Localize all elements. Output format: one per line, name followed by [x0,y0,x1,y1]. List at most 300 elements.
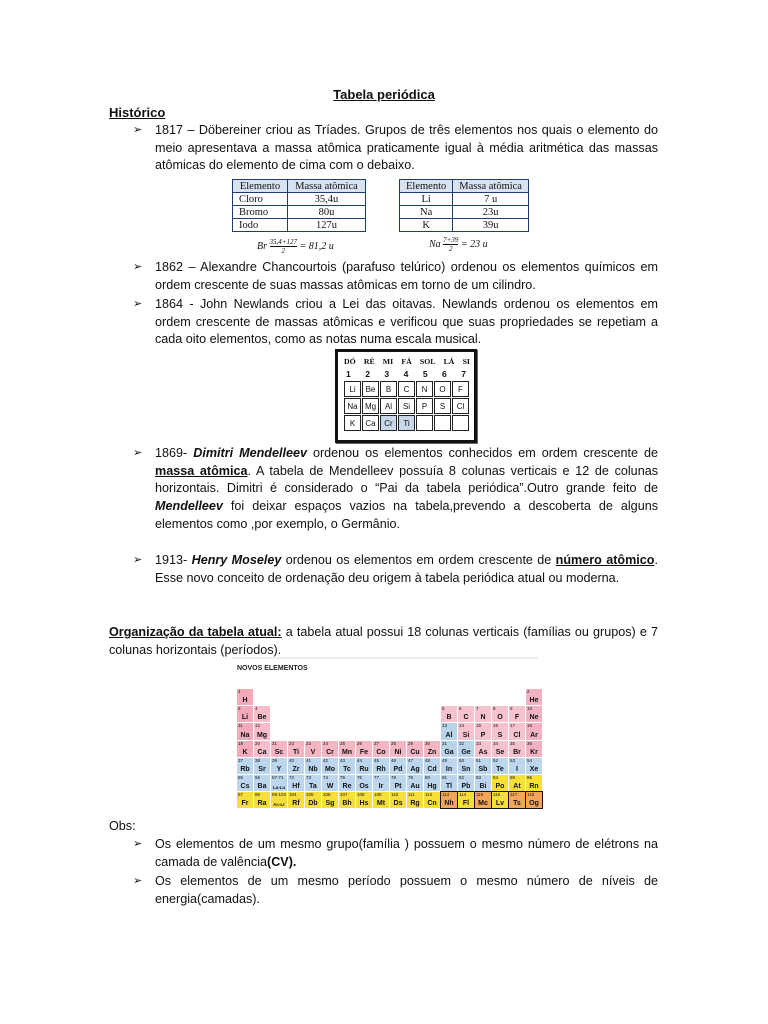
element-cell [288,792,304,808]
element-cell [305,741,321,757]
element-cell [373,741,389,757]
note-label: MI [382,357,394,366]
element-cell [288,775,304,791]
triad-table-right [399,179,529,232]
element-cell [458,792,474,808]
atomic-number: 5 [442,706,445,712]
atomic-number: 2 [527,689,530,694]
formula-denominator: 2 [449,245,453,253]
atomic-number: 39 [272,757,278,763]
bullet-text: 1817 – Döbereiner criou as Tríades. Grupos de três elementos nos quais o elemento do meio apresentava a massa atômica praticamente igual à média aritmética das massas atômicas do elemento de cima com o debaixo. [155,123,658,173]
arrow-bullet-icon: ➢ [133,261,143,273]
element-symbol: B [446,714,452,722]
bullet-text: Os elementos de um mesmo período possuem o mesmo número de níveis de energia(camadas). [155,874,658,906]
atomic-number: 36 [527,740,533,746]
element-cell [441,758,457,774]
atomic-number: 16 [493,723,499,729]
element-symbol: Hs [359,800,369,808]
atomic-number: 87 [238,792,244,798]
bullet-1913 [135,552,658,587]
element-cell [254,792,270,808]
atomic-number: 17 [510,723,516,729]
bullet-text [155,445,658,534]
text-run: 1913- [155,553,188,567]
element-symbol: Cn [427,800,437,808]
periodic-table-figure [232,657,538,810]
element-cell [475,706,491,722]
atomic-number: 3 [238,706,241,712]
atomic-number: 49 [442,757,448,763]
octave-number: 7 [461,369,466,379]
element-symbol: Mo [324,765,336,773]
element-symbol: Os [359,783,369,791]
element-cell [526,775,542,791]
atomic-number: 110 [391,792,399,798]
element-symbol: Li [241,714,249,722]
bullet-text [155,836,658,871]
table-cell: 7 u [453,193,529,206]
arrow-bullet-icon: ➢ [133,124,143,136]
element-symbol: Sr [258,765,266,773]
element-cell [526,741,542,757]
arrow-bullet-icon: ➢ [133,838,143,850]
element-symbol: Nb [308,765,318,773]
atomic-number: 107 [340,792,348,798]
element-symbol: Bi [479,783,487,791]
atomic-number: 109 [374,792,382,798]
element-symbol: Cd [427,765,437,773]
figure-top-rule [232,657,538,659]
element-symbol: Y [276,765,282,773]
element-cell [458,775,474,791]
atomic-number: 89-103 [272,792,287,798]
bullet-1817 [135,122,658,175]
atomic-number: 116 [493,792,501,798]
text-run: ordenou os elementos em ordem crescente de [281,553,556,567]
text-run: 1869- [155,446,188,460]
element-symbol: K [242,748,248,756]
element-cell [424,758,440,774]
element-cell [390,741,406,757]
octave-cell: O [434,381,451,397]
note-label: SOL [419,357,436,366]
table-header: Elemento [400,180,453,193]
atomic-number: 84 [493,774,499,780]
atomic-number: 51 [476,757,482,763]
organizacao-text: a tabela atual possui 18 colunas verticais (famílias ou grupos) e 7 colunas horizontais (períodos). [109,625,658,657]
organizacao-heading: Organização da tabela atual: [109,625,282,639]
text-run: foi deixar espaços vazios na tabela,prevendo a descoberta de alguns elementos como ,por exemplo, o Germânio. [155,499,658,531]
newlands-octaves-figure [335,349,477,443]
element-symbol: H [242,697,248,705]
element-symbol: O [497,714,503,722]
element-symbol: In [445,765,453,773]
element-cell [237,758,253,774]
arrow-bullet-icon: ➢ [133,447,143,459]
element-cell [322,758,338,774]
element-cell [254,706,270,722]
atomic-number: 44 [357,757,363,763]
element-symbol: Co [376,748,386,756]
element-symbol: Si [462,731,470,739]
octave-number: 6 [442,369,447,379]
atomic-number: 6 [459,706,462,712]
obs-bullet-1 [135,836,658,871]
atomic-number: 1 [238,689,241,694]
element-symbol: Fe [359,748,369,756]
element-symbol: Po [495,783,505,791]
octave-cell: F [452,381,469,397]
octave-number: 2 [365,369,370,379]
atomic-number: 73 [306,774,312,780]
element-cell [271,792,287,808]
element-cell [424,741,440,757]
octave-cell: Ca [362,415,379,431]
element-symbol: Ag [410,765,420,773]
atomic-number: 75 [340,774,346,780]
element-symbol: Na [240,731,250,739]
note-label: SI [462,357,470,366]
atomic-number: 79 [408,774,414,780]
atomic-number: 7 [476,706,479,712]
text-run-name: Dimitri Mendelleev [193,446,307,460]
bullet-1864 [135,296,658,349]
atomic-number: 45 [374,757,380,763]
element-symbol: Ge [461,748,471,756]
element-cell [339,758,355,774]
atomic-number: 27 [374,740,380,746]
element-cell [492,758,508,774]
atomic-number: 14 [459,723,465,729]
element-symbol: Zn [427,748,437,756]
element-cell [254,758,270,774]
atomic-number: 72 [289,774,295,780]
element-symbol: Ca [257,748,267,756]
table-cell: 127u [287,219,365,232]
octave-cell: Cl [452,398,469,414]
element-symbol: He [529,697,539,705]
octave-grid [344,381,469,431]
element-symbol: Og [529,800,539,808]
atomic-number: 48 [425,757,431,763]
formula-denominator: 2 [281,247,285,255]
element-symbol: I [516,765,518,773]
element-cell [254,741,270,757]
table-cell: K [400,219,453,232]
table-cell: 35,4u [287,193,365,206]
element-symbol: Bh [342,800,352,808]
element-symbol: Ar [530,731,538,739]
atomic-number: 9 [510,706,513,712]
organizacao-paragraph [109,624,658,659]
element-cell [356,792,372,808]
octave-number: 5 [422,369,428,379]
element-symbol: Rh [376,765,386,773]
atomic-number: 53 [510,757,516,763]
element-cell [271,758,287,774]
element-cell [509,723,525,739]
atomic-number: 26 [357,740,363,746]
element-cell [288,741,304,757]
atomic-number: 20 [255,740,261,746]
text-run-bold: (CV). [267,854,297,869]
atomic-number: 24 [323,740,329,746]
octave-cell: Si [398,398,415,414]
element-symbol: As [478,748,488,756]
table-cell: Li [400,193,453,206]
octave-number: 3 [384,369,390,379]
atomic-number: 56 [255,774,261,780]
octave-cell [416,415,433,431]
bullet-text: 1864 - John Newlands criou a Lei das oitavas. Newlands ordenou os elementos em ordem crescente de massas atômicas e verificou que suas propriedades se repetiam a cada oito elementos, como as notas numa escala musical. [155,297,658,347]
element-symbol: Mc [478,800,488,808]
bullet-1862 [135,259,658,294]
element-cell [526,689,542,705]
element-cell [475,723,491,739]
element-symbol: Cu [410,748,420,756]
atomic-number: 114 [459,792,467,798]
element-symbol: Br [513,748,521,756]
octave-cell: Li [344,381,361,397]
atomic-number: 54 [527,757,533,763]
element-symbol: Nh [444,800,454,808]
table-cell: Bromo [233,206,288,219]
element-symbol: Sg [325,800,335,808]
element-cell [441,723,457,739]
element-symbol: N [480,714,486,722]
atomic-number: 85 [510,774,516,780]
formula-left [257,238,334,255]
element-symbol: F [514,714,520,722]
octave-cell [452,415,469,431]
atomic-number: 37 [238,757,244,763]
atomic-number: 47 [408,757,414,763]
octave-cell: K [344,415,361,431]
atomic-number: 42 [323,757,329,763]
atomic-number: 112 [425,792,433,798]
element-cell [407,758,423,774]
element-cell [441,706,457,722]
element-cell [322,792,338,808]
element-cell [509,792,525,808]
text-run: . Esse novo conceito de ordenação deu origem à tabela periódica atual ou moderna. [155,553,658,585]
element-cell [322,775,338,791]
element-cell [492,775,508,791]
page-title: Tabela periódica [333,87,435,102]
element-symbol: Kr [530,748,538,756]
element-symbol: V [310,748,316,756]
element-symbol: Rg [410,800,420,808]
element-cell [373,792,389,808]
atomic-number: 74 [323,774,329,780]
element-cell [475,758,491,774]
atomic-number: 4 [255,706,258,712]
element-cell [254,775,270,791]
octave-cell: P [416,398,433,414]
element-symbol: Tl [445,783,453,791]
element-cell [373,758,389,774]
note-label: DÓ [344,357,356,366]
table-header: Elemento [233,180,288,193]
element-cell [475,792,491,808]
formula-result: = 81,2 u [299,240,334,252]
element-symbol: Ta [309,783,317,791]
element-symbol: Pd [393,765,403,773]
element-cell [254,723,270,739]
element-symbol: Mn [341,748,353,756]
atomic-number: 40 [289,757,295,763]
element-cell [526,792,542,808]
formula-right [429,236,488,253]
element-symbol: P [480,731,486,739]
element-symbol: Mg [256,731,268,739]
octave-cell: Al [380,398,397,414]
element-cell [237,775,253,791]
element-symbol: Lv [495,800,505,808]
element-symbol: Rb [240,765,250,773]
atomic-number: 11 [238,723,243,729]
atomic-number: 30 [425,740,431,746]
octave-number: 1 [346,369,351,379]
atomic-number: 8 [493,706,496,712]
table-cell: Na [400,206,453,219]
element-cell [407,792,423,808]
element-cell [509,775,525,791]
atomic-number: 13 [442,723,448,729]
atomic-number: 105 [306,792,314,798]
atomic-number: 25 [340,740,346,746]
atomic-number: 10 [527,706,533,712]
atomic-number: 15 [476,723,482,729]
atomic-number: 22 [289,740,295,746]
atomic-number: 18 [527,723,533,729]
element-cell [475,741,491,757]
octave-cell [434,415,451,431]
element-cell [441,792,457,808]
atomic-number: 46 [391,757,397,763]
element-symbol: Mt [376,800,386,808]
atomic-number: 82 [459,774,465,780]
atomic-number: 35 [510,740,516,746]
element-cell [356,758,372,774]
atomic-number: 57-71 [272,774,284,780]
atomic-number: 41 [306,757,312,763]
atomic-number: 88 [255,792,261,798]
element-symbol: W [326,783,334,791]
atomic-number: 33 [476,740,482,746]
note-label: FÁ [401,357,412,366]
table-cell: 23u [453,206,529,219]
element-symbol: Ne [529,714,539,722]
element-symbol: Pt [394,783,402,791]
element-symbol: Cl [513,731,521,739]
element-cell [492,723,508,739]
element-symbol: Te [496,765,504,773]
octave-cell: Be [362,381,379,397]
element-symbol: Rn [529,783,539,791]
element-symbol: Zr [292,765,300,773]
atomic-number: 31 [442,740,448,746]
element-symbol: Ti [292,748,300,756]
element-symbol: Al [445,731,453,739]
atomic-number: 117 [510,792,518,798]
table-header: Massa atômica [287,180,365,193]
octave-number: 4 [403,369,409,379]
element-cell [458,758,474,774]
periodic-table-header: NOVOS ELEMENTOS [237,665,308,672]
element-cell [305,758,321,774]
element-cell [288,758,304,774]
atomic-number: 106 [323,792,331,798]
atomic-number: 55 [238,774,244,780]
atomic-number: 43 [340,757,346,763]
element-symbol: Xe [529,765,539,773]
element-symbol: Hg [427,783,437,791]
element-cell [339,792,355,808]
element-cell [271,741,287,757]
element-cell [526,706,542,722]
element-symbol: Ru [359,765,369,773]
atomic-number: 113 [442,792,450,798]
element-cell [458,741,474,757]
atomic-number: 104 [289,792,297,798]
element-cell [237,689,253,705]
element-cell [390,792,406,808]
atomic-number: 111 [408,792,415,798]
element-symbol: Ds [393,800,403,808]
element-symbol: Pb [461,783,471,791]
element-symbol: Ni [394,748,402,756]
text-run-name: Henry Moseley [191,553,282,567]
text-run: . A tabela de Mendelleev possuía 8 colunas verticais e 12 de colunas horizontais. Dimitri é considerado o “Pai da tabela periódica”.Outro grande feito de [155,463,658,496]
element-cell [356,775,372,791]
element-symbol: Ac-Lr [273,802,285,808]
text-run-underlined: massa atômica [155,463,248,478]
element-cell [322,741,338,757]
atomic-number: 81 [442,774,448,780]
element-symbol: C [463,714,469,722]
element-symbol: La-Lu [272,785,286,791]
atomic-number: 86 [527,774,533,780]
triad-figure [229,178,535,260]
octave-cell: N [416,381,433,397]
arrow-bullet-icon: ➢ [133,554,143,566]
table-cell: Iodo [233,219,288,232]
element-symbol: Ra [257,800,267,808]
note-label: LÁ [443,357,455,366]
element-cell [339,741,355,757]
arrow-bullet-icon: ➢ [133,875,143,887]
periodic-table-grid [237,689,542,808]
element-symbol: Sn [461,765,471,773]
element-cell [390,758,406,774]
octave-cell: Cr [380,415,397,431]
atomic-number: 52 [493,757,499,763]
element-cell [441,741,457,757]
atomic-number: 29 [408,740,414,746]
element-cell [390,775,406,791]
element-cell [305,792,321,808]
atomic-number: 76 [357,774,363,780]
element-cell [271,775,287,791]
atomic-number: 115 [476,792,484,798]
element-symbol: Be [257,714,267,722]
element-cell [339,775,355,791]
element-cell [492,792,508,808]
octave-cell: B [380,381,397,397]
element-symbol: Au [410,783,420,791]
element-cell [492,741,508,757]
